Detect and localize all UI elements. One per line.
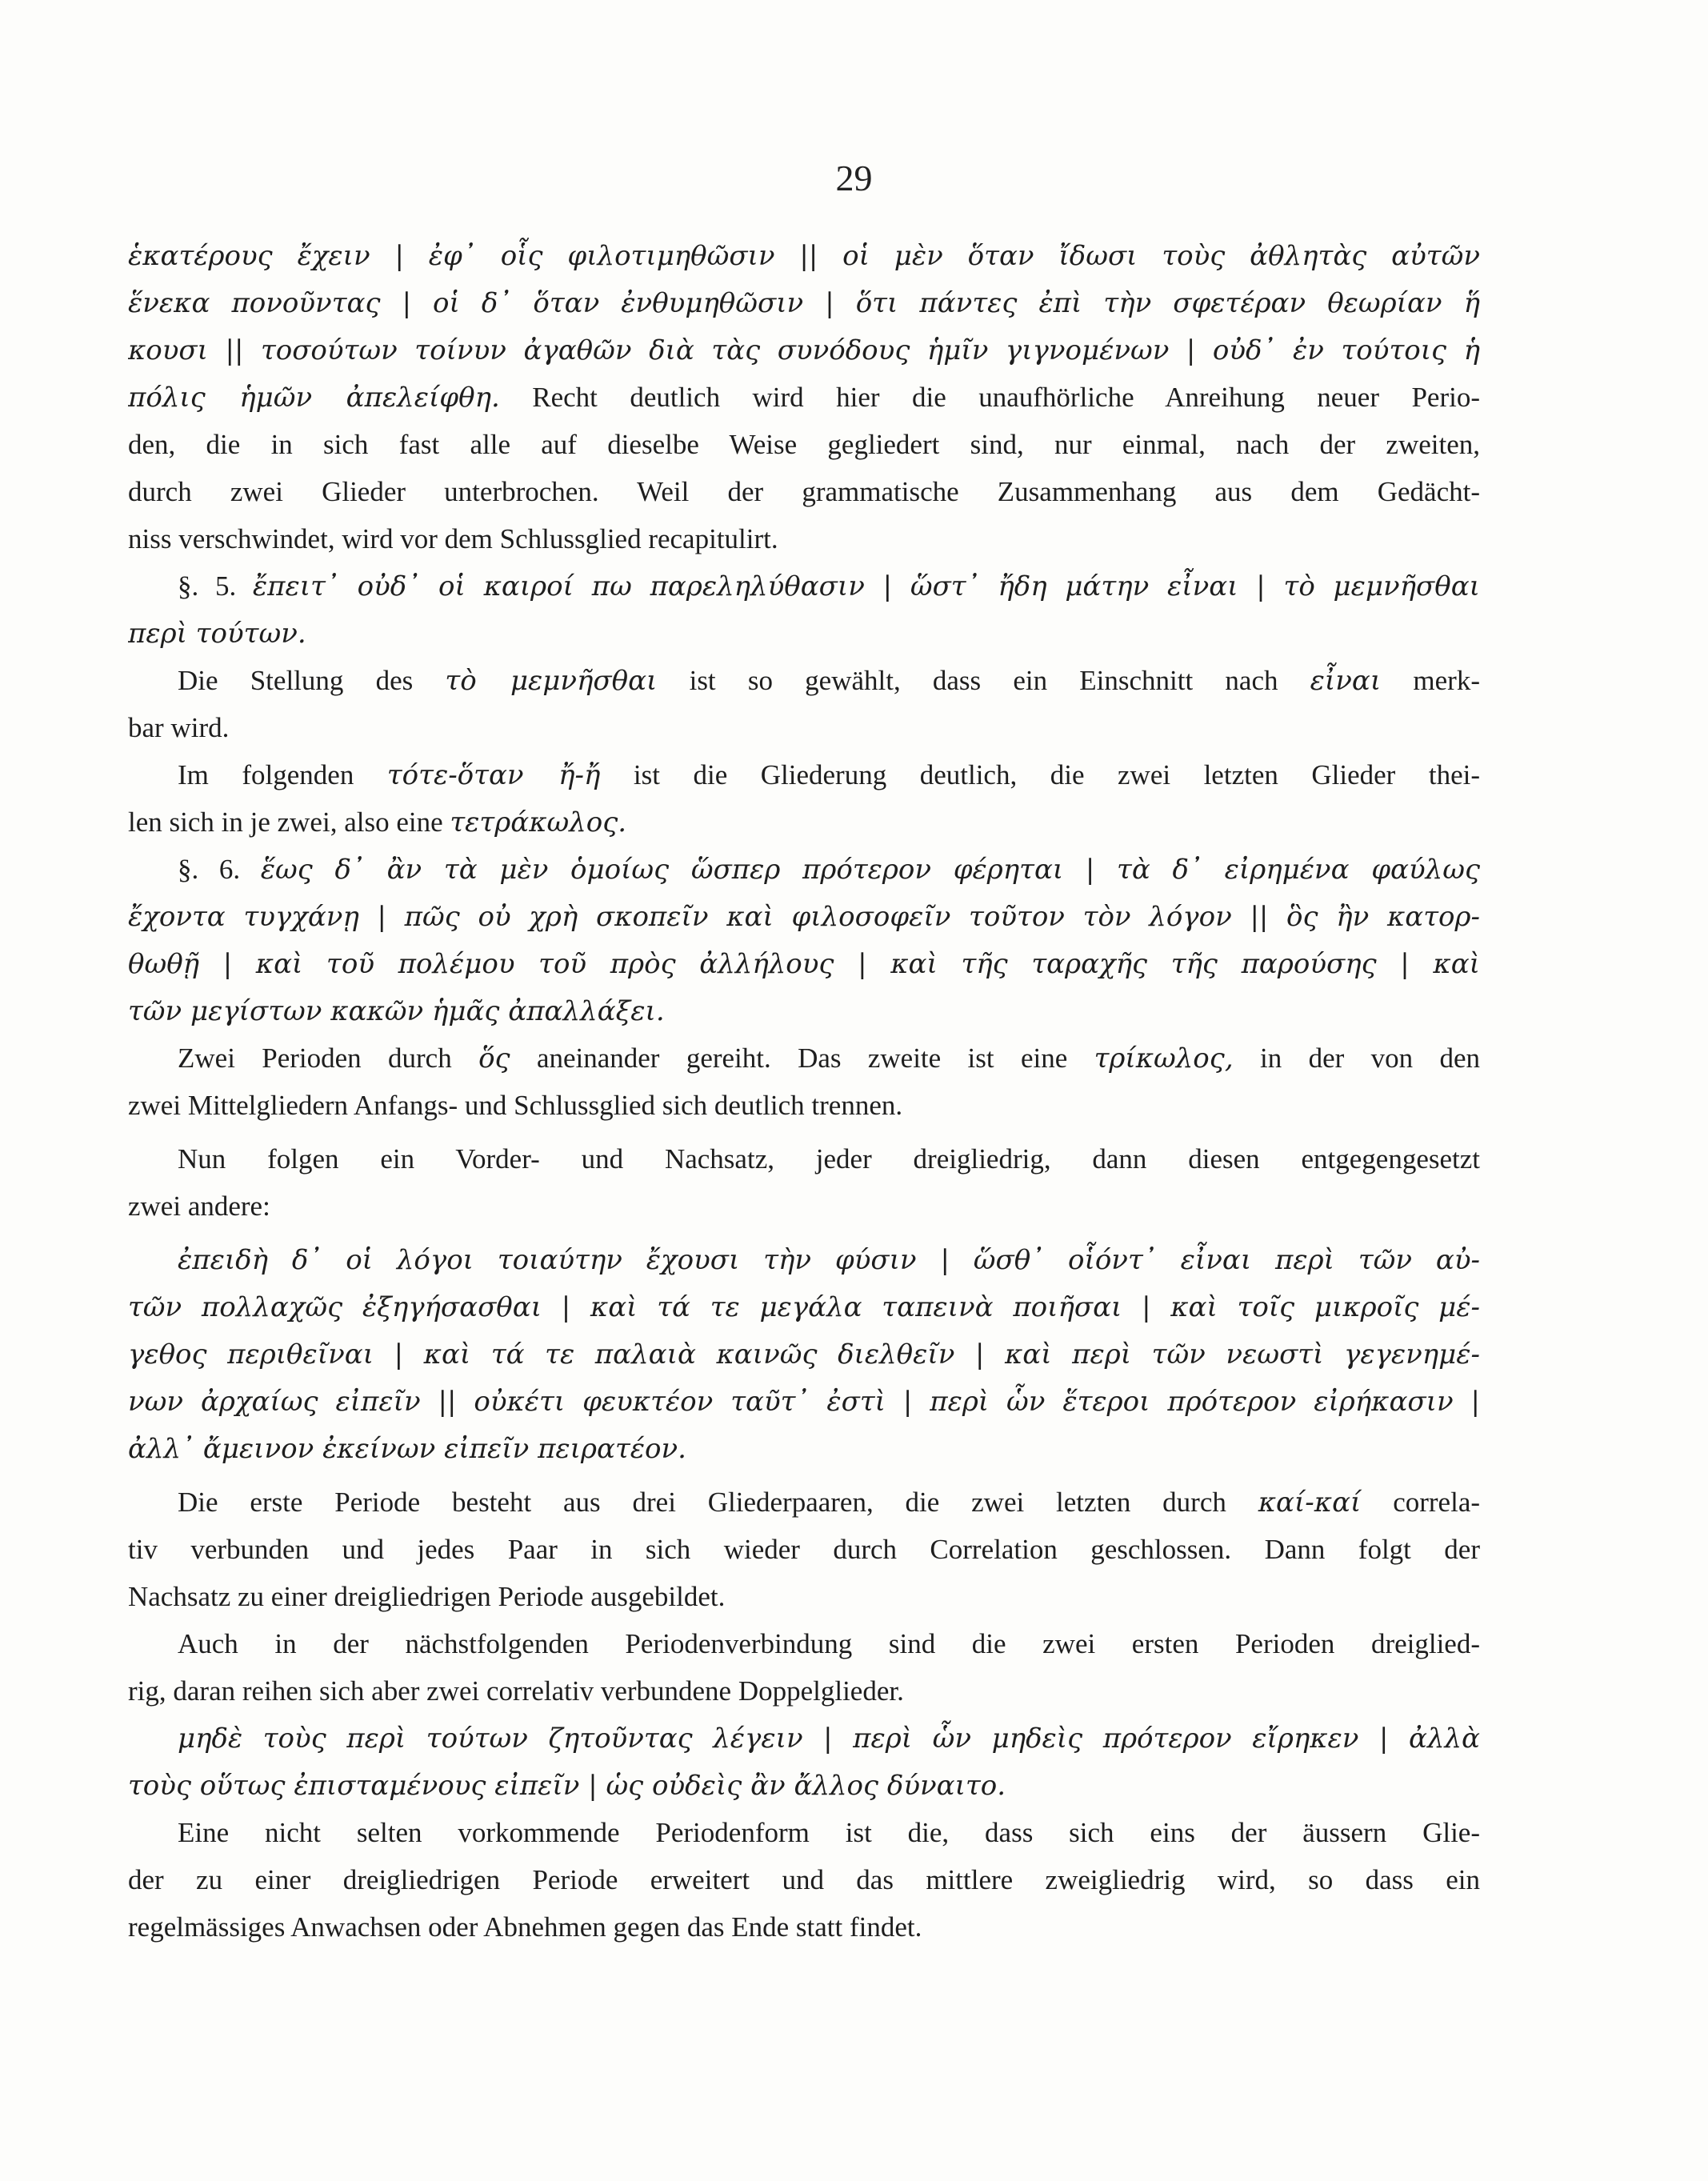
text-line (128, 1573, 1480, 1620)
text-line (128, 657, 1480, 704)
text-line (128, 1620, 1480, 1667)
text-line (128, 1283, 1480, 1331)
german-text: aneinander gereiht. Das zweite ist eine (510, 1042, 1094, 1074)
text-line (128, 1856, 1480, 1903)
greek-text: ἔπειτ᾽ οὐδ᾽ οἱ καιροί πω παρεληλύθασιν | ὥστ᾽ ἤδη μάτην εἶναι | τὸ μεμνῆσθαι (252, 570, 1480, 602)
text-line (128, 279, 1480, 326)
greek-text: ἀλλ᾽ ἄμεινον ἐκείνων εἰπεῖν πειρατέον. (128, 1433, 686, 1465)
german-text: Zwei Perioden durch (178, 1042, 479, 1074)
greek-text: ἕνεκα πονοῦντας | οἱ δ᾽ ὅταν ἐνθυμηθῶσιν | ὅτι πάντες ἐπὶ τὴν σφετέραν θεωρίαν ἥ (128, 287, 1480, 319)
german-text: rig, daran reihen sich aber zwei correlativ verbundene Doppelglieder. (128, 1675, 904, 1707)
text-line (128, 1715, 1480, 1762)
text-line (128, 893, 1480, 940)
page-body (128, 232, 1480, 1951)
text-line (128, 751, 1480, 798)
german-text: in der von den (1233, 1042, 1480, 1074)
text-line (128, 421, 1480, 468)
text-line (128, 562, 1480, 610)
section-marker: §. 6. (178, 854, 261, 885)
text-line (128, 704, 1480, 751)
greek-text: ἕως δ᾽ ἂν τὰ μὲν ὁμοίως ὥσπερ πρότερον φέρηται | τὰ δ᾽ εἰρημένα φαύλως (260, 854, 1480, 886)
greek-text: νων ἀρχαίως εἰπεῖν || οὐκέτι φευκτέον ταῦτ᾽ ἐστὶ | περὶ ὧν ἕτεροι πρότερον εἰρήκασιν | (128, 1386, 1480, 1418)
text-line (128, 326, 1480, 374)
german-text: Die erste Periode besteht aus drei Gliederpaaren, die zwei letzten durch (178, 1487, 1258, 1518)
greek-text: τῶν μεγίστων κακῶν ἡμᾶς ἀπαλλάξει. (128, 995, 665, 1027)
greek-text: τὸ μεμνῆσθαι (445, 665, 658, 697)
greek-text: καί-καί (1258, 1487, 1362, 1519)
page-number: 29 (835, 158, 873, 198)
text-line (128, 610, 1480, 657)
german-text: ist so gewählt, dass ein Einschnitt nach (657, 665, 1310, 696)
greek-text: πόλις ἡμῶν ἀπελείφθη. (128, 382, 500, 414)
german-text: correla- (1361, 1487, 1480, 1518)
text-line (128, 1183, 1480, 1230)
text-line (128, 1667, 1480, 1715)
text-line (128, 232, 1480, 279)
german-text: merk- (1381, 665, 1480, 696)
german-text: zwei andere: (128, 1191, 270, 1222)
text-line (128, 374, 1480, 421)
greek-text: εἶναι (1310, 665, 1382, 697)
greek-text: ἑκατέρους ἔχειν | ἐφ᾽ οἷς φιλοτιμηθῶσιν || οἱ μὲν ὅταν ἴδωσι τοὺς ἀθλητὰς αὐτῶν (128, 240, 1480, 272)
greek-text: τότε-ὅταν ἤ-ἤ (386, 759, 601, 791)
german-text: den, die in sich fast alle auf dieselbe Weise gegliedert sind, nur einmal, nach der zweiten, (128, 429, 1480, 460)
text-line (128, 1903, 1480, 1951)
greek-text: μηδὲ τοὺς περὶ τούτων ζητοῦντας λέγειν | περὶ ὧν μηδεὶς πρότερον εἴρηκεν | ἀλλὰ (178, 1723, 1480, 1755)
text-line (128, 1425, 1480, 1472)
greek-text: θωθῇ | καὶ τοῦ πολέμου τοῦ πρὸς ἀλλήλους | καὶ τῆς ταραχῆς τῆς παρούσης | καὶ (128, 948, 1480, 980)
text-line (128, 1526, 1480, 1573)
german-text: zwei Mittelgliedern Anfangs- und Schlussglied sich deutlich trennen. (128, 1090, 903, 1121)
greek-text: περὶ τούτων. (128, 618, 306, 650)
greek-text: ἐπειδὴ δ᾽ οἱ λόγοι τοιαύτην ἔχουσι τὴν φύσιν | ὥσθ᾽ οἷόντ᾽ εἶναι περὶ τῶν αὐ- (178, 1244, 1480, 1276)
text-line (128, 940, 1480, 987)
text-line (128, 1135, 1480, 1183)
text-line (128, 1236, 1480, 1283)
german-text: Recht deutlich wird hier die unaufhörliche Anreihung neuer Perio- (499, 382, 1480, 413)
german-text: len sich in je zwei, also eine (128, 806, 450, 838)
text-line (128, 987, 1480, 1034)
text-line (128, 1331, 1480, 1378)
german-text: niss verschwindet, wird vor dem Schlussglied recapitulirt. (128, 523, 778, 554)
text-line (128, 1809, 1480, 1856)
greek-text: ἔχοντα τυγχάνῃ | πῶς οὐ χρὴ σκοπεῖν καὶ φιλοσοφεῖν τοῦτον τὸν λόγον || ὃς ἢν κατορ- (128, 901, 1480, 933)
text-line (128, 1378, 1480, 1425)
german-text: Die Stellung des (178, 665, 446, 696)
german-text: regelmässiges Anwachsen oder Abnehmen gegen das Ende statt findet. (128, 1911, 922, 1943)
greek-text: τρίκωλος, (1094, 1042, 1234, 1074)
text-line (128, 1762, 1480, 1809)
german-text: durch zwei Glieder unterbrochen. Weil der grammatische Zusammenhang aus dem Gedächt- (128, 476, 1480, 507)
text-line (128, 1479, 1480, 1526)
german-text: Nachsatz zu einer dreigliedrigen Periode ausgebildet. (128, 1581, 726, 1612)
text-line (128, 1082, 1480, 1129)
german-text: Im folgenden (178, 759, 387, 790)
greek-text: τετράκωλος. (450, 806, 627, 838)
text-line (128, 515, 1480, 562)
german-text: tiv verbunden und jedes Paar in sich wieder durch Correlation geschlossen. Dann folgt der (128, 1534, 1480, 1565)
greek-text: τῶν πολλαχῶς ἐξηγήσασθαι | καὶ τά τε μεγάλα ταπεινὰ ποιῆσαι | καὶ τοῖς μικροῖς μέ- (128, 1291, 1480, 1323)
greek-text: κουσι || τοσούτων τοίνυν ἀγαθῶν διὰ τὰς συνόδους ἡμῖν γιγνομένων | οὐδ᾽ ἐν τούτοις ἡ (128, 334, 1480, 366)
german-text: Eine nicht selten vorkommende Periodenform ist die, dass sich eins der äussern Glie- (178, 1817, 1480, 1848)
german-text: ist die Gliederung deutlich, die zwei letzten Glieder thei- (600, 759, 1480, 790)
text-line (128, 798, 1480, 846)
german-text: Nun folgen ein Vorder- und Nachsatz, jeder dreigliedrig, dann diesen entgegengesetzt (178, 1143, 1480, 1175)
german-text: Auch in der nächstfolgenden Periodenverbindung sind die zwei ersten Perioden dreiglied- (178, 1628, 1480, 1659)
german-text: der zu einer dreigliedrigen Periode erweitert und das mittlere zweigliedrig wird, so dass ein (128, 1864, 1480, 1895)
text-line (128, 1034, 1480, 1082)
text-line (128, 846, 1480, 893)
text-line (128, 468, 1480, 515)
section-marker: §. 5. (178, 570, 253, 602)
greek-text: γεθος περιθεῖναι | καὶ τά τε παλαιὰ καινῶς διελθεῖν | καὶ περὶ τῶν νεωστὶ γεγενημέ- (128, 1339, 1480, 1371)
greek-text: ὅς (478, 1042, 510, 1074)
german-text: bar wird. (128, 712, 230, 743)
greek-text: τοὺς οὕτως ἐπισταμένους εἰπεῖν | ὡς οὐδεὶς ἂν ἄλλος δύναιτο. (128, 1770, 1006, 1802)
